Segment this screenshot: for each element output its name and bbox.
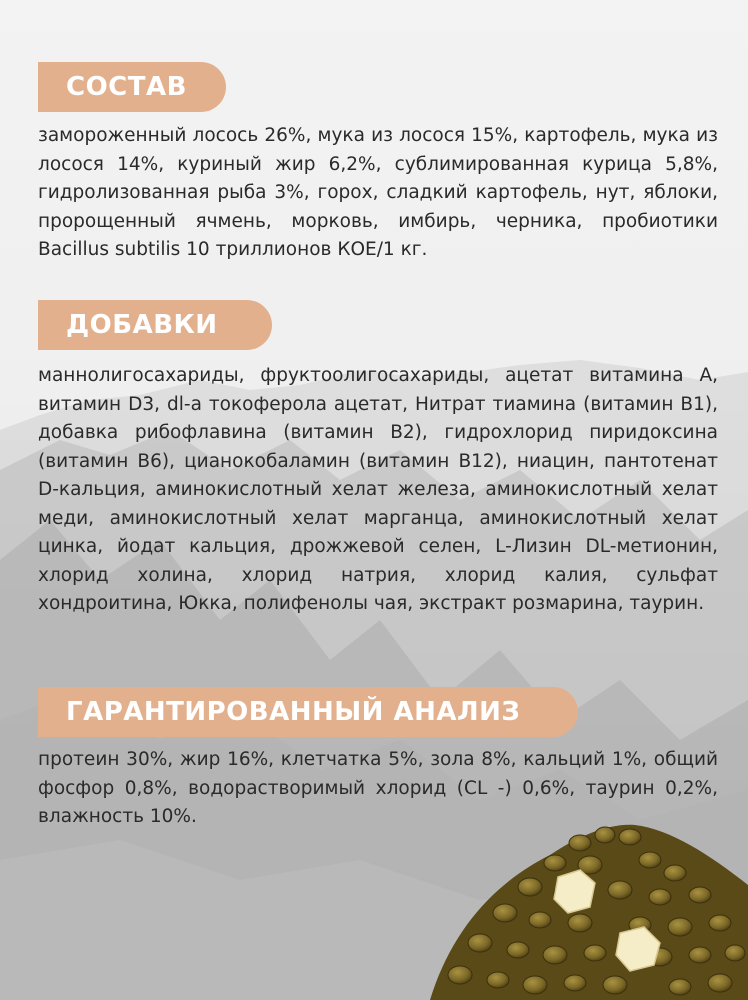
additives-title-tab [38,300,272,350]
analysis-text: протеин 30%, жир 16%, клетчатка 5%, зола 8%, кальций 1%, общий фосфор 0,8%, водорастворимый хлорид (CL -) 0,6%, таурин 0,2%, влажность 10%. [38,749,718,827]
kibble-pile-image [430,815,748,1000]
composition-title-tab [38,62,226,112]
analysis-title-tab [38,687,578,737]
analysis-title: ГАРАНТИРОВАННЫЙ АНАЛИЗ [66,697,521,727]
composition-text: замороженный лосось 26%, мука из лосося 15%, картофель, мука из лосося 14%, куриный жир 6,2%, сублимированная курица 5,8%, гидролизованная рыба 3%, горох, сладкий картофель, нут, яблоки, пророщенный ячмень, морковь, имбирь, черника, пробиотики Bacillus subtilis 10 триллионов КОЕ/1 кг. [38,125,718,260]
additives-title: ДОБАВКИ [66,310,218,340]
additives-text: маннолигосахариды, фруктоолигосахариды, ацетат витамина А, витамин D3, dl-a токоферола ацетат, Нитрат тиамина (витамин В1), добавка рибофлавина (витамин В2), гидрохлорид пиридоксина (витамин В6), цианокобаламин (витамин В12), ниацин, пантотенат D-кальция, аминокислотный хелат железа, аминокислотный хелат меди, аминокислотный хелат марганца, аминокислотный хелат цинка, йодат кальция, дрожжевой селен, L-Лизин DL-метионин, хлорид холина, хлорид натрия, хлорид калия, сульфат хондроитина, Юкка, полифенолы чая, экстракт розмарина, таурин. [38,365,718,614]
composition-title: СОСТАВ [66,72,187,102]
